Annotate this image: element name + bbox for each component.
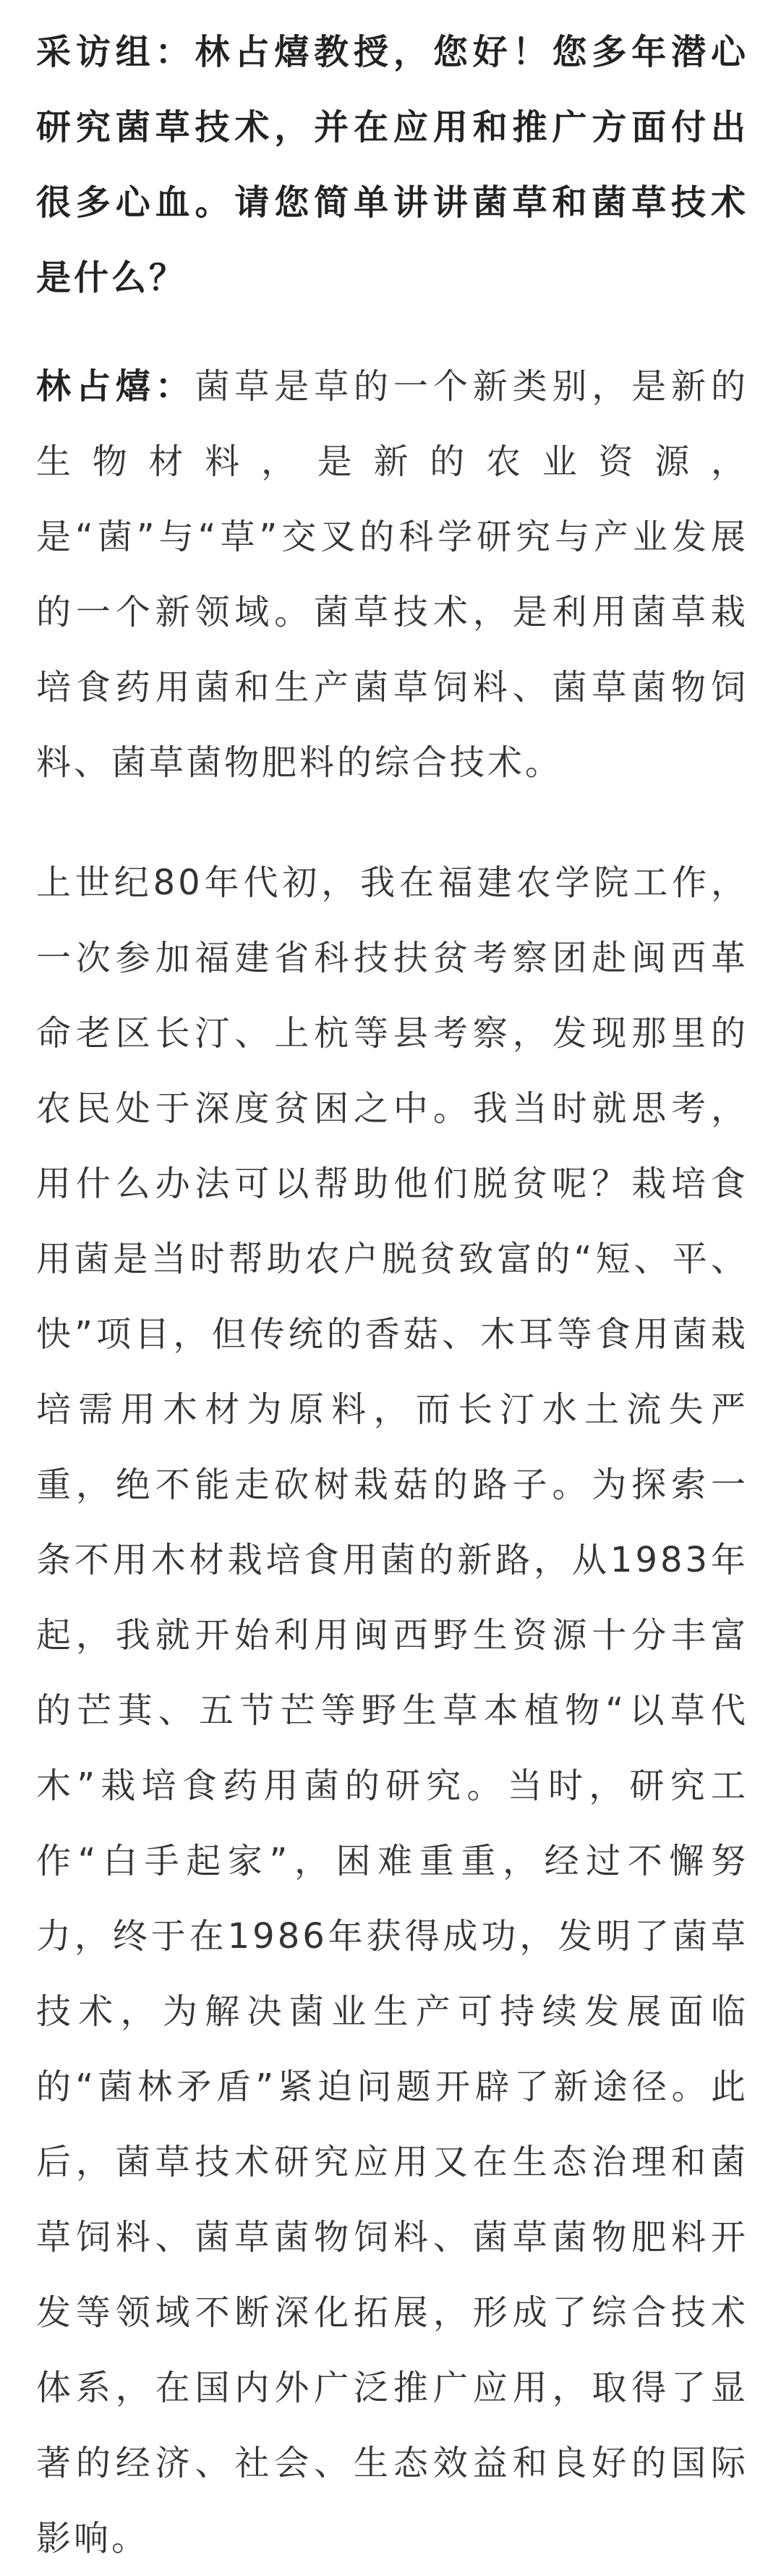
question-text: 林占熺教授，您好！您多年潜心研究菌草技术，并在应用和推广方面付出很多心血。请您简单讲讲菌草和菌草技术是什么？: [36, 32, 748, 298]
answer-speaker: 林占熺：: [36, 366, 195, 407]
interview-question: [36, 14, 748, 315]
answer-text: 菌草是草的一个新类别，是新的生物材料，是新的农业资源，是“菌”与“草”交叉的科学研究与产业发展的一个新领域。菌草技术，是利用菌草栽培食药用菌和生产菌草饲料、菌草菌物饲料、菌草菌物肥料的综合技术。: [36, 366, 748, 783]
interview-answer: [36, 349, 748, 800]
question-speaker: 采访组：: [36, 32, 195, 72]
article-body: [36, 14, 748, 2576]
answer-paragraph-2: 上世纪80年代初，我在福建农学院工作，一次参加福建省科技扶贫考察团赴闽西革命老区长汀、上杭等县考察，发现那里的农民处于深度贫困之中。我当时就思考，用什么办法可以帮助他们脱贫呢？栽培食用菌是当时帮助农户脱贫致富的“短、平、快”项目，但传统的香菇、木耳等食用菌栽培需用木材为原料，而长汀水土流失严重，绝不能走砍树栽菇的路子。为探索一条不用木材栽培食用菌的新路，从1983年起，我就开始利用闽西野生资源十分丰富的芒萁、五节芒等野生草本植物“以草代木”栽培食药用菌的研究。当时，研究工作“白手起家”，困难重重，经过不懈努力，终于在1986年获得成功，发明了菌草技术，为解决菌业生产可持续发展面临的“菌林矛盾”紧迫问题开辟了新途径。此后，菌草技术研究应用又在生态治理和菌草饲料、菌草菌物饲料、菌草菌物肥料开发等领域不断深化拓展，形成了综合技术体系，在国内外广泛推广应用，取得了显著的经济、社会、生态效益和良好的国际影响。: [36, 863, 748, 2559]
